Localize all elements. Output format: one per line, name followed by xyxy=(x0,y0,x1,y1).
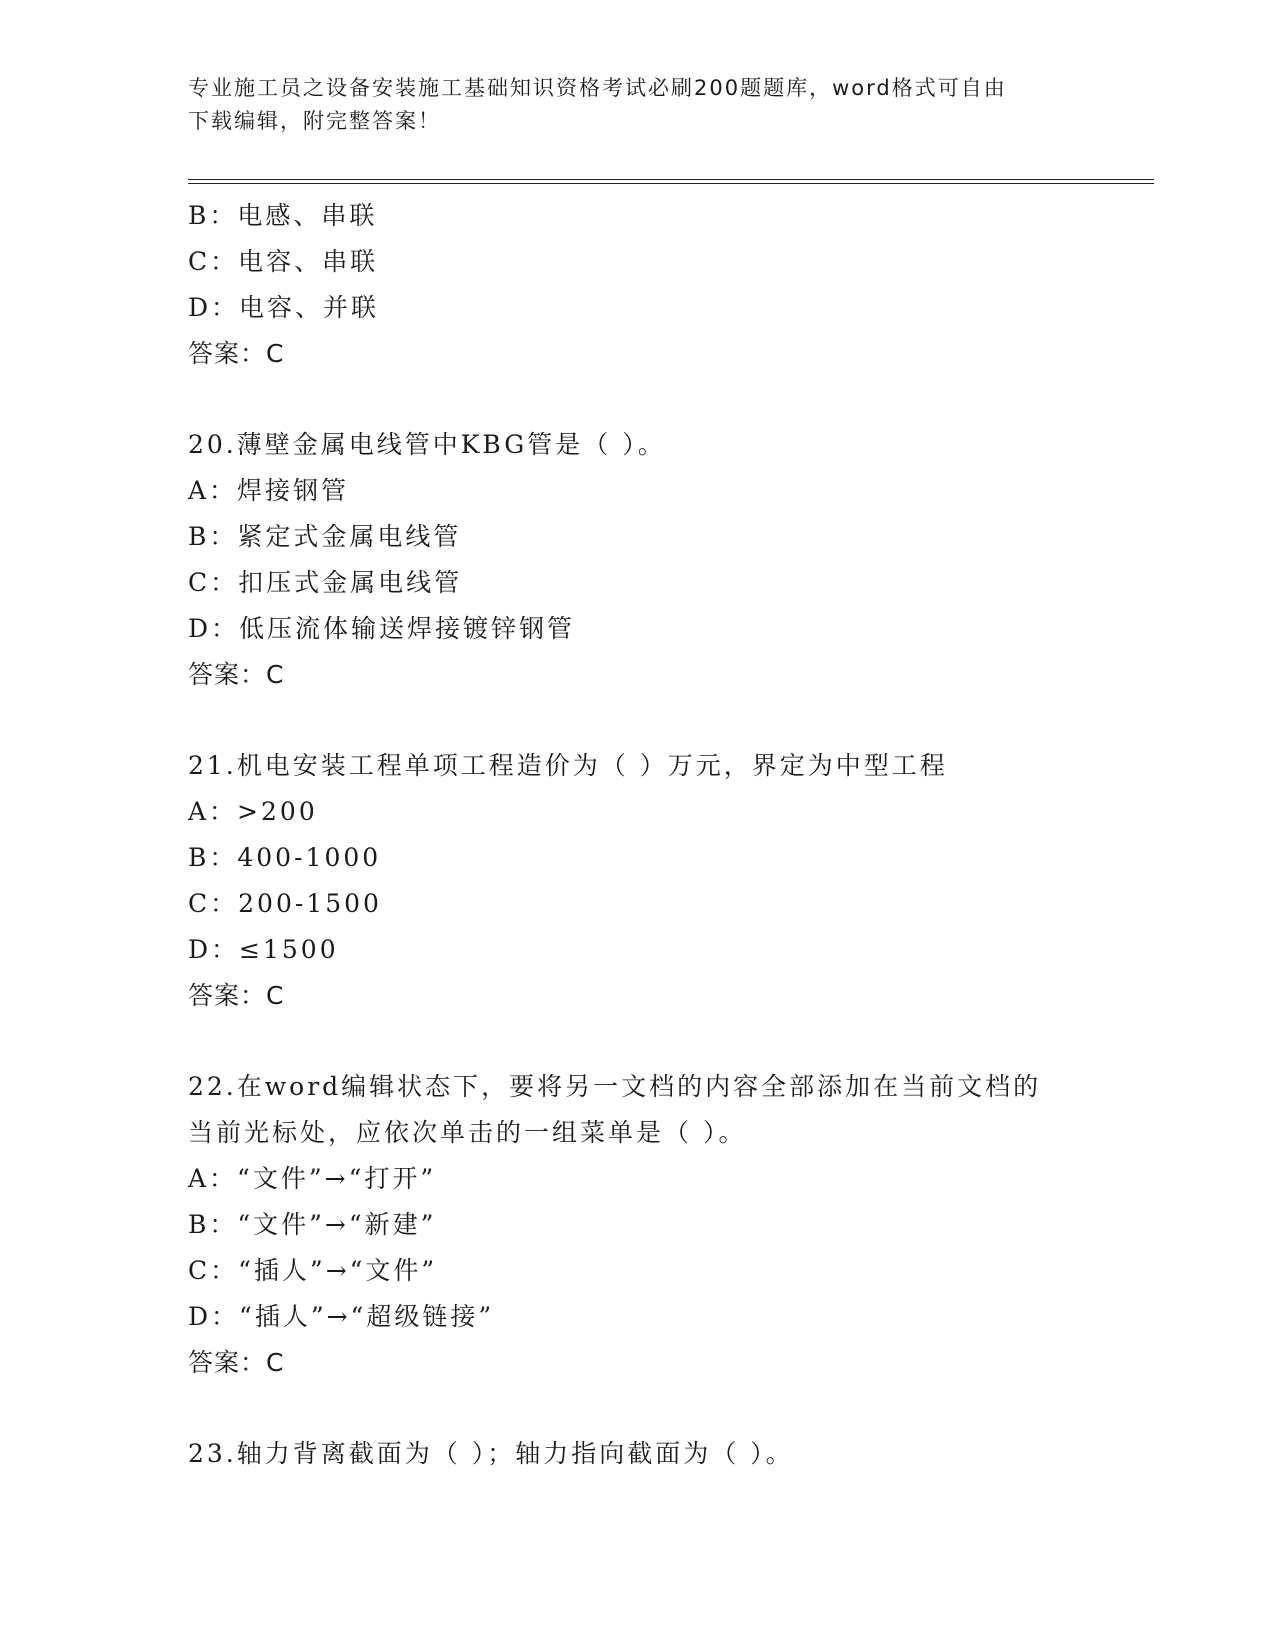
question-line: 21.机电安装工程单项工程造价为（ ）万元，界定为中型工程 xyxy=(188,751,948,780)
option-line: D：“插人”→“超级链接” xyxy=(188,1302,495,1331)
block-spacer xyxy=(188,698,1088,743)
header-line-1: 专业施工员之设备安装施工基础知识资格考试必刷200题题库，word格式可自由 xyxy=(188,76,1007,100)
option-line: B：电感、串联 xyxy=(188,201,378,230)
question-block xyxy=(188,422,1088,698)
question-list xyxy=(188,193,1088,1477)
question-block xyxy=(188,193,1088,377)
document-header xyxy=(188,72,1088,138)
question-line: 20.薄壁金属电线管中KBG管是（ ）。 xyxy=(188,430,666,459)
header-line-2: 下载编辑，附完整答案！ xyxy=(188,109,441,133)
option-line: D：≤1500 xyxy=(188,935,339,964)
option-line: C：200-1500 xyxy=(188,889,382,918)
block-spacer xyxy=(188,1386,1088,1431)
answer-line: 答案：C xyxy=(188,1348,285,1377)
option-line: B：紧定式金属电线管 xyxy=(188,522,462,551)
option-line: D：低压流体输送焊接镀锌钢管 xyxy=(188,614,576,643)
block-spacer xyxy=(188,377,1088,422)
question-line: 22.在word编辑状态下，要将另一文档的内容全部添加在当前文档的 xyxy=(188,1072,1042,1101)
answer-line: 答案：C xyxy=(188,339,285,368)
option-line: A：焊接钢管 xyxy=(188,476,350,505)
option-line: D：电容、并联 xyxy=(188,293,380,322)
question-block xyxy=(188,1431,1088,1477)
block-spacer xyxy=(188,1019,1088,1064)
header-rule-top xyxy=(188,179,1154,180)
option-line: C：电容、串联 xyxy=(188,247,379,276)
option-line: C：“插人”→“文件” xyxy=(188,1256,438,1285)
option-line: B：400-1000 xyxy=(188,843,382,872)
option-line: A：“文件”→“打开” xyxy=(188,1164,437,1193)
header-rule-bottom xyxy=(188,183,1154,184)
option-line: C：扣压式金属电线管 xyxy=(188,568,463,597)
option-line: 当前光标处，应依次单击的一组菜单是（ ）。 xyxy=(188,1118,747,1147)
answer-line: 答案：C xyxy=(188,981,285,1010)
question-line: 23.轴力背离截面为（ ）；轴力指向截面为（ ）。 xyxy=(188,1439,794,1468)
option-line: B：“文件”→“新建” xyxy=(188,1210,437,1239)
question-block xyxy=(188,1064,1088,1386)
question-block xyxy=(188,743,1088,1019)
option-line: A：>200 xyxy=(188,797,318,826)
answer-line: 答案：C xyxy=(188,660,285,689)
